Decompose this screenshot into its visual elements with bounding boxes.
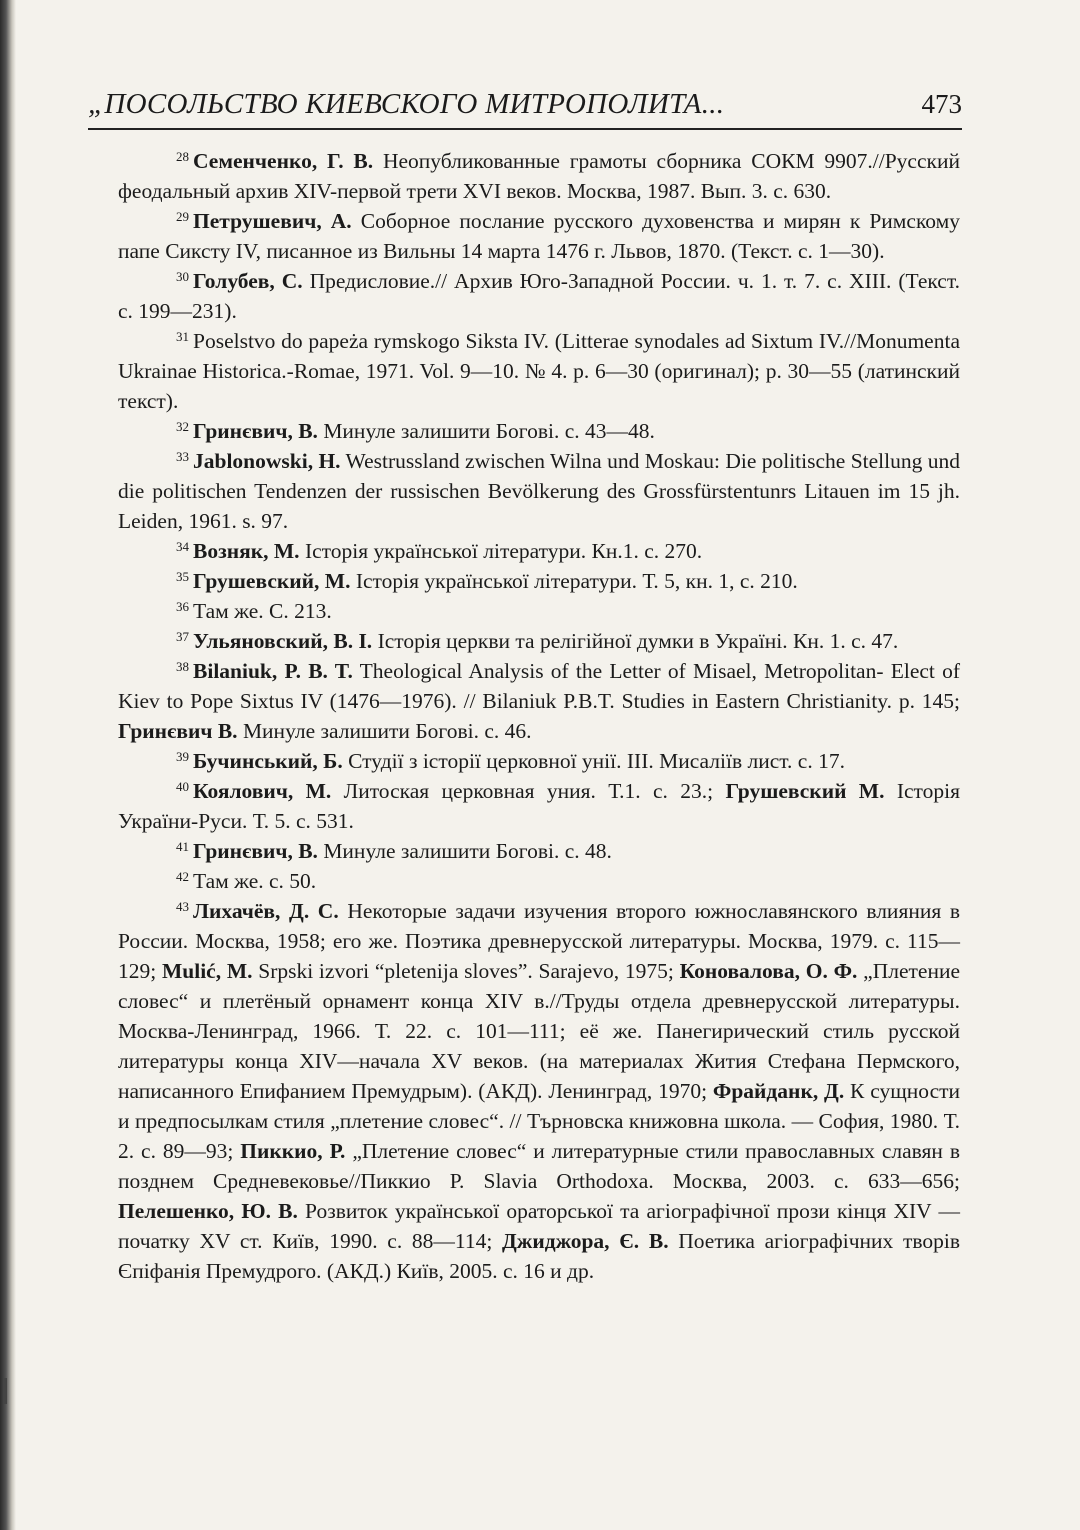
footnote-number: 38 — [176, 659, 189, 674]
footnote-number: 29 — [176, 209, 189, 224]
footnote-author: Ульяновский, В. І. — [193, 629, 373, 653]
footnote — [118, 266, 960, 326]
footnote-author: Бучинський, Б. — [193, 749, 343, 773]
footnote — [118, 536, 960, 566]
footnote-text: Минуле залишити Богові. с. 46. — [237, 719, 532, 743]
footnote-text: Там же. С. 213. — [193, 599, 332, 623]
footnote — [118, 566, 960, 596]
running-title: „ПОСОЛЬСТВО КИЕВСКОГО МИТРОПОЛИТА... — [88, 88, 725, 120]
footnote-author: Семенченко, Г. В. — [193, 149, 374, 173]
footnote-number: 37 — [176, 629, 189, 644]
footnote-text: Соборное послание русского духовенства и мирян к Римскому папе Сиксту IV, писанное из Вильны 14 марта 1476 г. Львов, 1870. (Текст. с. 1—30). — [118, 209, 960, 263]
footnote-author: Гринєвич, В. — [193, 839, 318, 863]
footnote-author: Jablonowski, H. — [193, 449, 341, 473]
page-header — [88, 88, 962, 121]
footnote-number: 32 — [176, 419, 189, 434]
footnote-number: 28 — [176, 149, 189, 164]
page-gutter-shadow — [0, 0, 16, 1530]
footnote-number: 35 — [176, 569, 189, 584]
footnote — [118, 206, 960, 266]
footnote-text: Поетика агіографічних творів Єпіфанія Премудрого. (АКД.) Київ, 2005. с. 16 и др. — [118, 1229, 960, 1283]
footnote — [118, 326, 960, 416]
footnote-number: 39 — [176, 749, 189, 764]
footnote-author: Пиккио, Р. — [240, 1139, 346, 1163]
footnote-number: 31 — [176, 329, 189, 344]
footnote-author: Петрушевич, А. — [193, 209, 352, 233]
footnote-number: 30 — [176, 269, 189, 284]
footnotes-list — [118, 146, 960, 1286]
footnote-text: „Плетение словес“ и плетёный орнамент конца XIV в.//Труды отдела древнерусской литературы. Москва-Ленинград, 1966. Т. 22. с. 101—111; её же. Панегирический стиль русской литературы конца XIV—начала XV веков. (на материалах Жития Стефана Пермского, написанного Епифанием Премудрым). (АКД). Ленинград, 1970; — [118, 959, 961, 1103]
footnote — [118, 866, 960, 896]
footnote-number: 34 — [176, 539, 189, 554]
footnote-author: Грушевский М. — [725, 779, 885, 803]
footnote-author: Фрайданк, Д. — [712, 1079, 845, 1103]
footnote-text: К сущности и предпосылкам стиля „плетение словес“. // Търновска книжовна школа. — София, 1980. Т. 2. с. 89—93; — [118, 1079, 961, 1163]
footnote-text: Історія церкви та релігійної думки в Україні. Кн. 1. с. 47. — [372, 629, 899, 653]
footnote-author: Пелешенко, Ю. В. — [118, 1199, 298, 1223]
footnote-text: Некоторые задачи изучения второго южнославянского влияния в России. Москва, 1958; его же. Поэтика древнерусской литературы. Москва, 1979. с. 115—129; — [118, 899, 960, 983]
footnote-number: 36 — [176, 599, 189, 614]
footnote-author: Грушевский, М. — [193, 569, 351, 593]
footnote-author: Коялович, М. — [193, 779, 332, 803]
footnote — [118, 626, 960, 656]
footnote-author: Bilaniuk, P. B. T. — [193, 659, 353, 683]
gutter-mark — [4, 1378, 7, 1404]
footnote-author: Возняк, М. — [193, 539, 300, 563]
footnote-text: Розвиток української ораторської та агіографічної прози кінця XIV — початку XV ст. Київ, 1990. с. 88—114; — [118, 1199, 960, 1253]
footnote-text: „Плетение словес“ и литературные стили православных славян в позднем Средневековье//Пиккио Р. Slavia Orthodoxa. Москва, 2003. с. 633—656; — [118, 1139, 960, 1193]
footnote-text: Історія української літератури. Кн.1. с. 270. — [299, 539, 703, 563]
footnote-author: Гринєвич, В. — [193, 419, 318, 443]
footnote-number: 41 — [176, 839, 189, 854]
footnote-number: 42 — [176, 869, 189, 884]
footnote-text: Theological Analysis of the Letter of Misael, Metropolitan- Elect of Kiev to Pope Sixtus IV (1476—1976). // Bilaniuk P.B.T. Studies in Eastern Christianity. p. 145; — [118, 659, 960, 713]
footnote — [118, 596, 960, 626]
footnote-text: Литоская церковная уния. Т.1. с. 23.; — [331, 779, 726, 803]
footnote-text: Там же. с. 50. — [193, 869, 317, 893]
footnote-text: Неопубликованные грамоты сборника СОКМ 9907.//Русский феодальный архив XIV-первой трети XVI веков. Москва, 1987. Вып. 3. с. 630. — [118, 149, 960, 203]
footnote-number: 33 — [176, 449, 189, 464]
footnote-text: Історія української літератури. Т. 5, кн. 1, с. 210. — [350, 569, 798, 593]
footnote-author: Коновалова, О. Ф. — [679, 959, 858, 983]
footnote-text: Історія України-Руси. Т. 5. с. 531. — [118, 779, 960, 833]
footnote-author: Лихачёв, Д. С. — [193, 899, 339, 923]
footnote-author: Джиджора, Є. В. — [502, 1229, 669, 1253]
footnote — [118, 896, 960, 1286]
footnote — [118, 446, 960, 536]
footnote-author: Гринєвич В. — [118, 719, 238, 743]
footnote-text: Минуле залишити Богові. с. 43—48. — [317, 419, 655, 443]
footnote-text: Минуле залишити Богові. с. 48. — [317, 839, 612, 863]
footnote-author: Mulić, M. — [161, 959, 253, 983]
page-number: 473 — [921, 89, 962, 119]
footnote-number: 40 — [176, 779, 189, 794]
footnote-text: Студії з історії церковної унії. III. Мисаліїв лист. с. 17. — [342, 749, 845, 773]
footnote — [118, 776, 960, 836]
footnote-text: Srpski izvori “pletenija sloves”. Sarajevo, 1975; — [252, 959, 680, 983]
footnote — [118, 836, 960, 866]
footnote — [118, 416, 960, 446]
footnote — [118, 656, 960, 746]
footnote-text: Westrussland zwischen Wilna und Moskau: Die politische Stellung und die politischen Tendenzen der russischen Bevölkerung des Grossfürstentunrs Litauen im 15 jh. Leiden, 1961. s. 97. — [118, 449, 960, 533]
footnote-text: Предисловие.// Архив Юго-Западной России. ч. 1. т. 7. с. XIII. (Текст. с. 199—231). — [118, 269, 960, 323]
header-rule — [88, 128, 962, 130]
footnote-author: Голубев, С. — [193, 269, 303, 293]
footnote-text: Poselstvo do papeża rymskogo Siksta IV. (Litterae synodales ad Sixtum IV.//Monumenta Ukrainae Historica.-Romae, 1971. Vol. 9—10. № 4. p. 6—30 (оригинал); p. 30—55 (латинский текст). — [118, 329, 960, 413]
footnote — [118, 746, 960, 776]
footnote — [118, 146, 960, 206]
footnote-number: 43 — [176, 899, 189, 914]
